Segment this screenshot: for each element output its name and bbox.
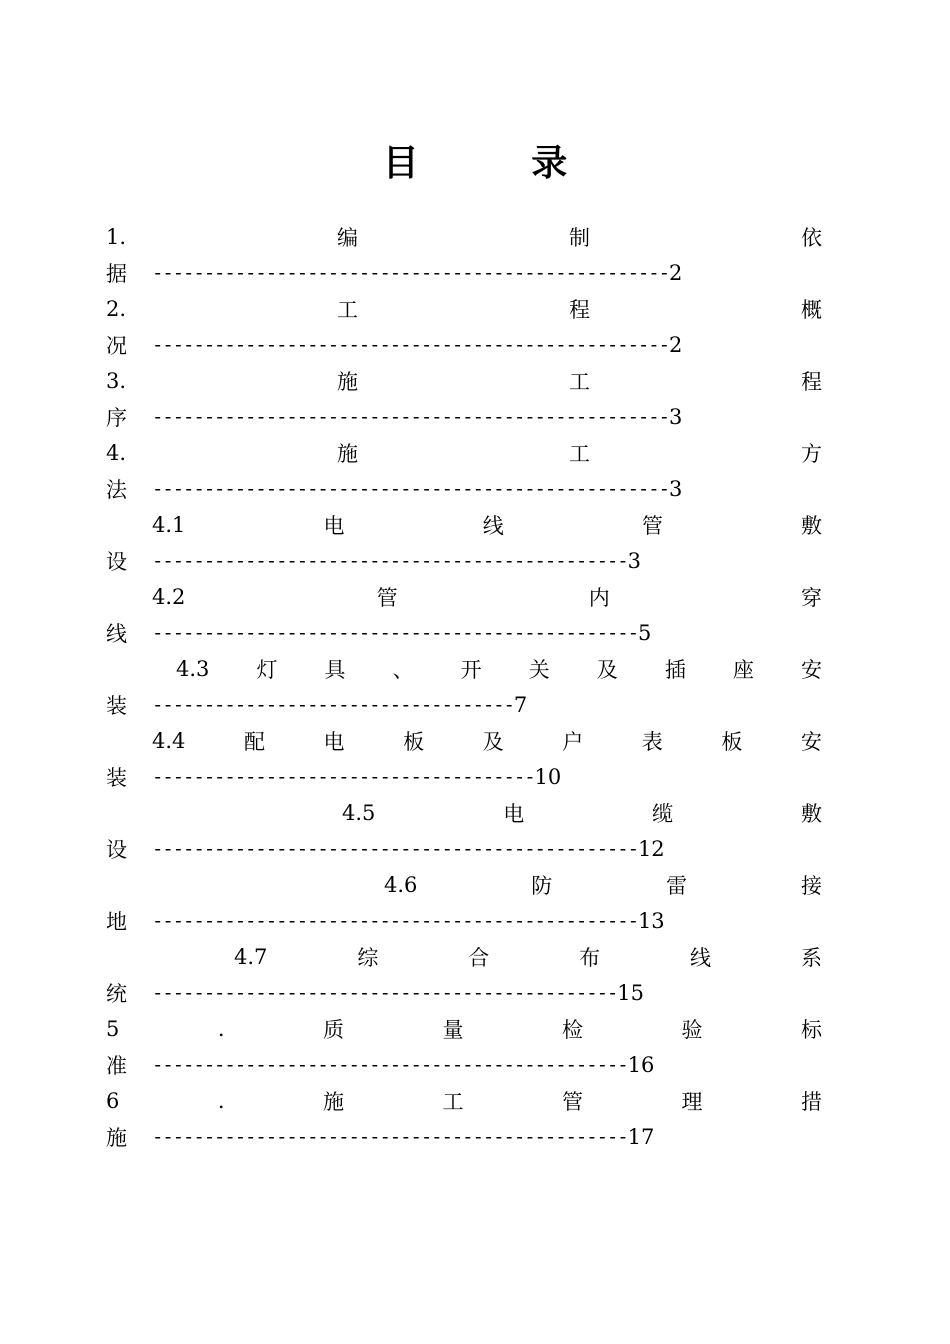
toc-heading-token: 合 xyxy=(468,946,490,970)
toc-page-number: 2 xyxy=(668,261,683,285)
toc-heading-last-char: 地 xyxy=(106,910,127,934)
toc-heading-token: 电 xyxy=(503,802,525,826)
toc-heading-token: 板 xyxy=(721,730,743,754)
toc-heading-token: 敷 xyxy=(800,802,822,826)
toc-dot-leader: -------------------------------------------------- xyxy=(152,262,669,284)
toc-entry-leader-line xyxy=(106,1119,822,1155)
toc-page-number: 3 xyxy=(668,405,683,429)
toc-dot-leader: ----------------------------------------------- xyxy=(152,838,638,860)
toc-heading-token: 安 xyxy=(800,658,822,682)
toc-heading-token: 理 xyxy=(681,1090,703,1114)
toc-heading-token: 线 xyxy=(482,514,504,538)
toc-heading-token: 施 xyxy=(323,1090,345,1114)
toc-heading-token: 系 xyxy=(800,946,822,970)
toc-entry xyxy=(106,1083,822,1155)
toc-heading-token: 4. xyxy=(106,441,127,465)
toc-entry-heading-line xyxy=(106,1011,822,1047)
toc-heading-token: 电 xyxy=(323,514,345,538)
toc-heading-token: 灯 xyxy=(256,658,278,682)
toc-entry-heading-line xyxy=(106,219,822,255)
toc-heading-token: 1. xyxy=(106,225,127,249)
toc-entry-leader-line xyxy=(106,399,822,435)
toc-heading-last-char: 设 xyxy=(106,838,127,862)
toc-entry-heading-line xyxy=(106,795,822,831)
toc-heading-token: 编 xyxy=(337,226,359,250)
toc-heading-token: 方 xyxy=(801,442,822,466)
toc-entry-heading-line xyxy=(106,651,822,687)
toc-heading-token: 概 xyxy=(801,298,822,322)
toc-entry-heading-line xyxy=(106,939,822,975)
toc-heading-last-char: 统 xyxy=(106,982,127,1006)
toc-dot-leader: ----------------------------------------------- xyxy=(152,910,638,932)
toc-heading-token: 依 xyxy=(801,226,822,250)
toc-dot-leader: -------------------------------------------------- xyxy=(152,406,669,428)
toc-entry xyxy=(106,363,822,435)
toc-heading-token: 制 xyxy=(569,226,591,250)
toc-entry xyxy=(106,795,822,867)
toc-entry xyxy=(106,1011,822,1083)
toc-entry-leader-line xyxy=(106,759,822,795)
toc-heading-token: 开 xyxy=(460,658,482,682)
toc-heading-token: 电 xyxy=(323,730,345,754)
toc-dot-leader: ------------------------------------- xyxy=(152,766,535,788)
toc-heading-last-char: 设 xyxy=(106,550,127,574)
toc-entry-leader-line xyxy=(106,975,822,1011)
toc-heading-token: 工 xyxy=(569,370,591,394)
toc-heading-token: 及 xyxy=(482,730,504,754)
toc-heading-token: 工 xyxy=(442,1090,464,1114)
toc-entry xyxy=(106,867,822,939)
toc-heading-last-char: 法 xyxy=(106,478,127,502)
toc-entry-leader-line xyxy=(106,903,822,939)
toc-heading-token: 4.4 xyxy=(152,729,186,753)
toc-heading-last-char: 线 xyxy=(106,622,127,646)
toc-heading-token: 质 xyxy=(323,1018,345,1042)
toc-heading-last-char: 装 xyxy=(106,766,127,790)
toc-entry xyxy=(106,219,822,291)
toc-entry-heading-line xyxy=(106,363,822,399)
toc-entry-leader-line xyxy=(106,615,822,651)
toc-heading-token: 标 xyxy=(800,1018,822,1042)
toc-heading-token: 关 xyxy=(528,658,550,682)
toc-heading-token: 缆 xyxy=(652,802,674,826)
toc-heading-token: 具 xyxy=(324,658,346,682)
toc-heading-token: 工 xyxy=(337,298,359,322)
toc-heading-token: 表 xyxy=(641,730,663,754)
toc-heading-token: 穿 xyxy=(800,586,822,610)
toc-heading-token: 户 xyxy=(562,730,584,754)
toc-heading-token: 敷 xyxy=(800,514,822,538)
toc-page-number: 7 xyxy=(513,693,528,717)
toc-page-number: 5 xyxy=(637,621,652,645)
toc-dot-leader: -------------------------------------------------- xyxy=(152,478,669,500)
toc-dot-leader: ---------------------------------------------- xyxy=(152,550,628,572)
toc-entry-heading-line xyxy=(106,435,822,471)
toc-page-number: 10 xyxy=(534,765,562,789)
toc-heading-token: 施 xyxy=(337,442,359,466)
toc-entry xyxy=(106,939,822,1011)
toc-page-number: 15 xyxy=(617,981,644,1005)
toc-dot-leader: --------------------------------------------- xyxy=(152,982,618,1004)
toc-entry-heading-line xyxy=(106,723,822,759)
toc-dot-leader: ---------------------------------------------- xyxy=(152,1126,628,1148)
toc-heading-token: 线 xyxy=(690,946,712,970)
toc-heading-token: 内 xyxy=(588,586,610,610)
toc-entry xyxy=(106,651,822,723)
toc-heading-token: 配 xyxy=(243,730,265,754)
toc-heading-token: 管 xyxy=(562,1090,583,1114)
toc-heading-token: . xyxy=(217,1017,225,1041)
toc-dot-leader: ----------------------------------------------- xyxy=(152,622,638,644)
toc-heading-last-char: 准 xyxy=(106,1054,127,1078)
toc-heading-token: . xyxy=(217,1089,225,1113)
toc-heading-token: 施 xyxy=(337,370,359,394)
toc-heading-last-char: 施 xyxy=(106,1126,127,1150)
toc-heading-token: 安 xyxy=(800,730,822,754)
toc-dot-leader: ----------------------------------- xyxy=(152,694,514,716)
toc-heading-token: 措 xyxy=(800,1090,822,1114)
toc-heading-token: 程 xyxy=(801,370,822,394)
toc-entry-leader-line xyxy=(106,831,822,867)
toc-heading-last-char: 序 xyxy=(106,406,127,430)
toc-entry-leader-line xyxy=(106,255,822,291)
page-title: 目 录 xyxy=(382,143,618,184)
toc-heading-last-char: 况 xyxy=(106,334,127,358)
toc-heading-token: 5 xyxy=(106,1017,120,1041)
toc-heading-token: 工 xyxy=(569,442,591,466)
toc-heading-token: 6 xyxy=(106,1089,120,1113)
toc-heading-token: 座 xyxy=(732,658,754,682)
toc-heading-token: 、 xyxy=(392,658,414,682)
toc-heading-token: 布 xyxy=(579,946,601,970)
toc-heading-token: 接 xyxy=(800,874,822,898)
toc-heading-token: 4.2 xyxy=(152,585,186,609)
toc-entry-leader-line xyxy=(106,543,822,579)
toc-heading-token: 量 xyxy=(442,1018,464,1042)
toc-heading-token: 4.3 xyxy=(176,657,210,681)
toc-dot-leader: ---------------------------------------------- xyxy=(152,1054,628,1076)
toc-heading-token: 板 xyxy=(403,730,425,754)
toc-heading-token: 检 xyxy=(562,1018,583,1042)
toc-page-number: 12 xyxy=(637,837,665,861)
toc-heading-token: 综 xyxy=(357,946,379,970)
toc-heading-token: 雷 xyxy=(666,874,688,898)
toc-page-number: 2 xyxy=(668,333,683,357)
toc-heading-token: 4.7 xyxy=(234,945,268,969)
toc-entry-leader-line xyxy=(106,471,822,507)
toc-entry xyxy=(106,723,822,795)
toc-entry-leader-line xyxy=(106,1047,822,1083)
table-of-contents xyxy=(106,219,822,1155)
toc-entry-heading-line xyxy=(106,867,822,903)
toc-entry xyxy=(106,435,822,507)
toc-heading-token: 4.6 xyxy=(384,873,418,897)
toc-heading-last-char: 装 xyxy=(106,694,127,718)
toc-heading-token: 插 xyxy=(664,658,686,682)
toc-page-number: 16 xyxy=(627,1053,655,1077)
toc-entry xyxy=(106,579,822,651)
toc-heading-token: 程 xyxy=(569,298,591,322)
toc-entry-heading-line xyxy=(106,291,822,327)
toc-page-number: 13 xyxy=(637,909,665,933)
toc-heading-last-char: 据 xyxy=(106,262,127,286)
toc-heading-token: 3. xyxy=(106,369,127,393)
toc-entry xyxy=(106,291,822,363)
toc-page-number: 3 xyxy=(668,477,683,501)
toc-heading-token: 管 xyxy=(376,586,398,610)
toc-heading-token: 验 xyxy=(681,1018,703,1042)
toc-dot-leader: -------------------------------------------------- xyxy=(152,334,669,356)
toc-page-number: 3 xyxy=(627,549,641,573)
toc-entry-leader-line xyxy=(106,327,822,363)
toc-entry-heading-line xyxy=(106,1083,822,1119)
toc-entry-heading-line xyxy=(106,507,822,543)
toc-page-number: 17 xyxy=(627,1125,655,1149)
toc-heading-token: 4.5 xyxy=(342,801,376,825)
toc-heading-token: 2. xyxy=(106,297,127,321)
toc-heading-token: 防 xyxy=(531,874,553,898)
toc-heading-token: 及 xyxy=(596,658,618,682)
toc-heading-token: 4.1 xyxy=(152,513,186,537)
toc-entry xyxy=(106,507,822,579)
toc-entry-leader-line xyxy=(106,687,822,723)
toc-entry-heading-line xyxy=(106,579,822,615)
toc-heading-token: 管 xyxy=(641,514,663,538)
